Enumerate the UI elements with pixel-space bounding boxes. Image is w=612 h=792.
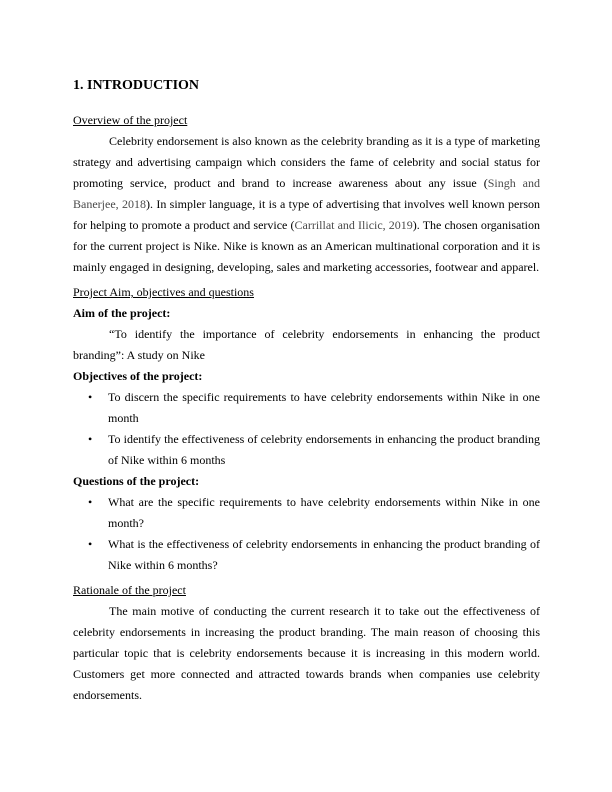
- list-item: [73, 387, 540, 429]
- overview-text-1: Celebrity endorsement is also known as the celebrity branding as it is a type of marketing strategy and advertising campaign which considers the fame of celebrity and social status for promoting service, product and brand to increase awareness about any issue (: [73, 134, 540, 190]
- overview-paragraph: [73, 131, 540, 278]
- overview-text-2: ). In simpler language, it is a type of advertising that involves well known person for helping to promote a product and service (: [73, 197, 541, 232]
- questions-label: Questions of the project:: [73, 474, 200, 488]
- citation-2: Carrillat and Ilicic, 2019: [294, 218, 413, 232]
- citation-1: Singh and Banerjee, 2018: [73, 176, 540, 211]
- bullet-icon: •: [88, 495, 93, 509]
- bullet-icon: •: [88, 537, 93, 551]
- bullet-icon: •: [88, 390, 93, 404]
- aim-label: Aim of the project:: [73, 306, 171, 320]
- document-page: [73, 76, 540, 706]
- section-heading: 1. INTRODUCTION: [73, 78, 200, 93]
- list-item: [73, 492, 540, 534]
- objective-text: To discern the specific requirements to have celebrity endorsements within Nike in one month: [108, 390, 540, 425]
- rationale-paragraph: The main motive of conducting the current research it to take out the effectiveness of celebrity endorsements in increasing the product branding. The main reason of choosing this particular topic that is celebrity endorsements because it is increasing in this modern world. Customers get more connected and attracted towards brands when companies use celebrity endorsements.: [73, 604, 540, 702]
- overview-text-3: ). The chosen organisation for the current project is Nike. Nike is known as an American multinational corporation and it is mainly engaged in designing, developing, sales and marketing accessories, footwear and apparel.: [73, 218, 540, 274]
- list-item: [73, 429, 540, 471]
- question-text: What are the specific requirements to have celebrity endorsements within Nike in one month?: [108, 495, 540, 530]
- question-text: What is the effectiveness of celebrity endorsements in enhancing the product branding of Nike within 6 months?: [108, 537, 540, 572]
- aim-text: “To identify the importance of celebrity endorsements in enhancing the product branding”: A study on Nike: [73, 327, 540, 362]
- objectives-label: Objectives of the project:: [73, 369, 203, 383]
- objective-text: To identify the effectiveness of celebrity endorsements in enhancing the product branding of Nike within 6 months: [108, 432, 540, 467]
- questions-list: [73, 492, 540, 576]
- objectives-list: [73, 387, 540, 471]
- rationale-subheading: Rationale of the project: [73, 583, 186, 597]
- aims-subheading: Project Aim, objectives and questions: [73, 285, 254, 299]
- overview-subheading: Overview of the project: [73, 113, 188, 127]
- list-item: [73, 534, 540, 576]
- bullet-icon: •: [88, 432, 93, 446]
